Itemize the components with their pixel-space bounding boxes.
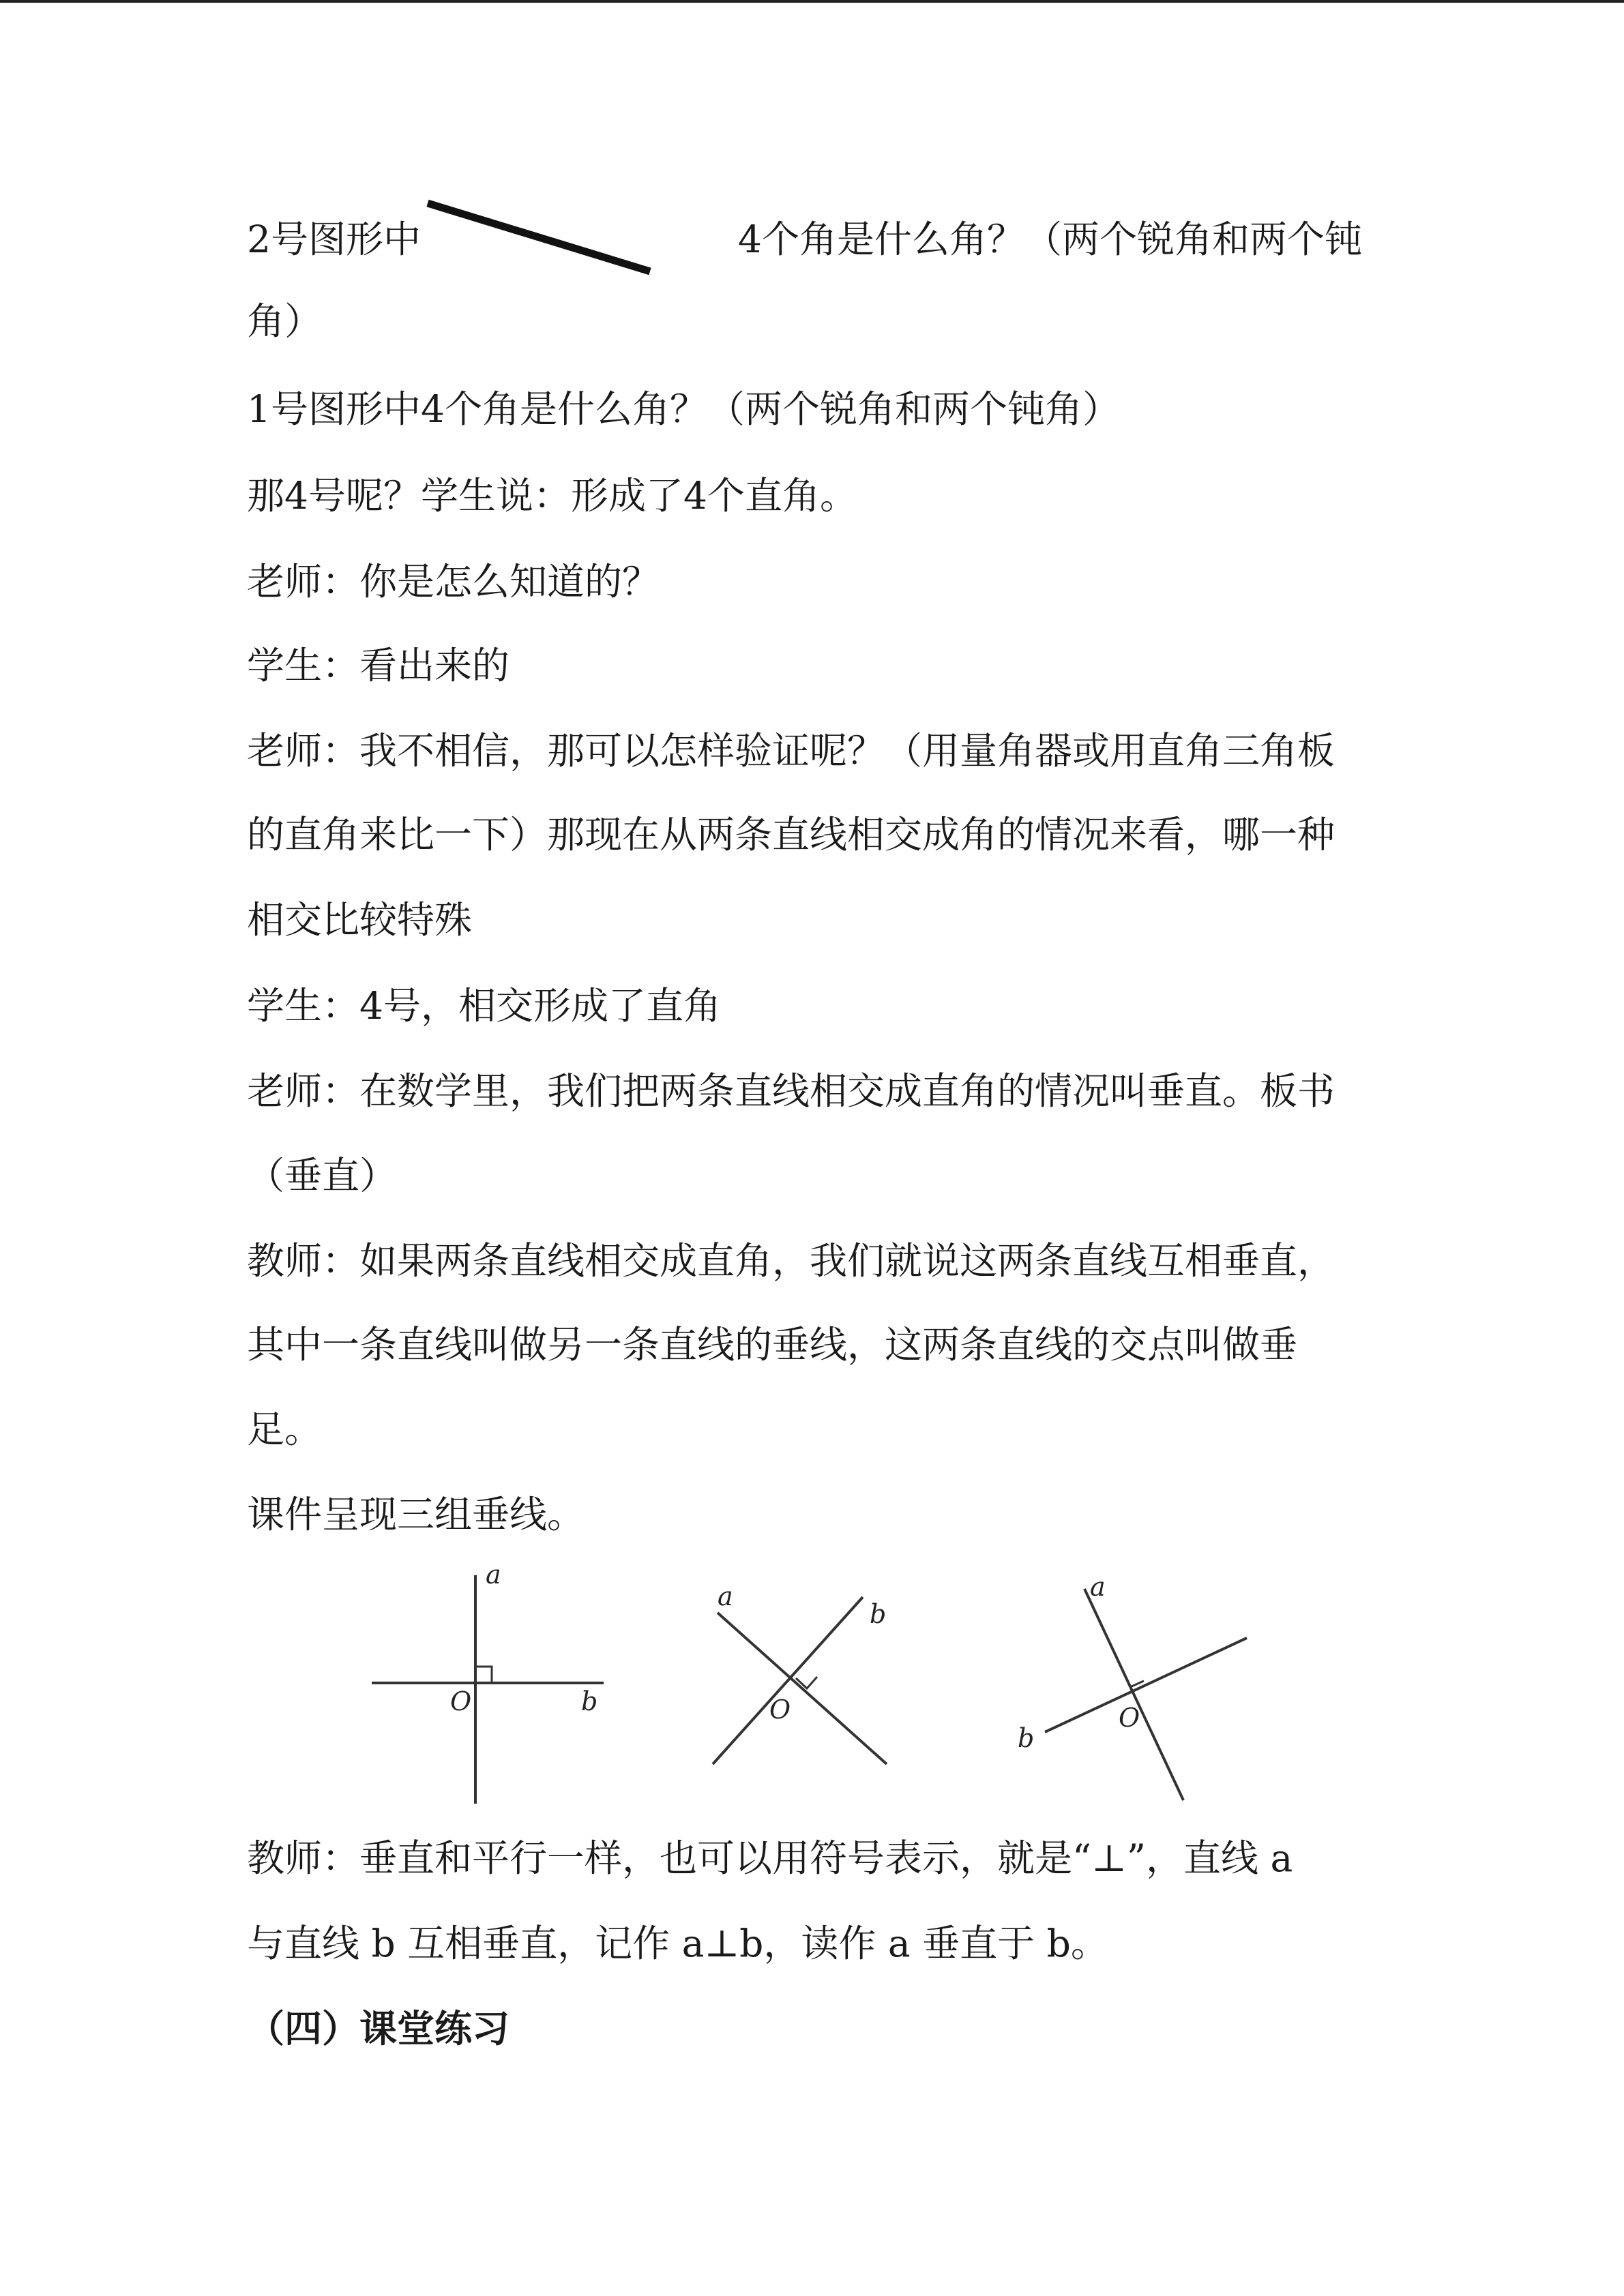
paragraph-line-5: 老师：你是怎么知道的？ bbox=[247, 560, 660, 603]
paragraph-line-15: 足。 bbox=[247, 1407, 323, 1451]
paragraph-line-1a: 2号图形中 bbox=[247, 218, 421, 261]
line-a bbox=[718, 1613, 887, 1764]
paragraph-line-4: 那4号呢？学生说：形成了4个直角。 bbox=[247, 474, 857, 518]
label-b: b bbox=[870, 1599, 887, 1629]
right-angle-mark bbox=[475, 1667, 492, 1683]
paragraph-line-3: 1号图形中4个角是什么角？（两个锐角和两个钝角） bbox=[247, 387, 1120, 431]
label-o: O bbox=[450, 1686, 472, 1716]
label-b: b bbox=[581, 1686, 598, 1716]
right-angle-mark bbox=[1124, 1673, 1144, 1687]
paragraph-line-14: 其中一条直线叫做另一条直线的垂线，这两条直线的交点叫做垂 bbox=[247, 1323, 1298, 1367]
paragraph-line-18: 与直线 b 互相垂直，记作 a⊥b，读作 a 垂直于 b。 bbox=[247, 1922, 1108, 1965]
perpendicular-figure-3 bbox=[1003, 1568, 1262, 1807]
paragraph-line-11: 老师：在数学里，我们把两条直线相交成直角的情况叫垂直。板书 bbox=[247, 1069, 1335, 1113]
page-top-border bbox=[0, 0, 1624, 3]
paragraph-line-9: 相交比较特殊 bbox=[247, 898, 473, 942]
label-a: a bbox=[1090, 1572, 1106, 1602]
paragraph-line-8: 的直角来比一下）那现在从两条直线相交成角的情况来看，哪一种 bbox=[247, 813, 1335, 856]
label-o: O bbox=[1119, 1703, 1140, 1733]
perpendicular-figure-1 bbox=[368, 1562, 614, 1807]
paragraph-line-13: 教师：如果两条直线相交成直角，我们就说这两条直线互相垂直， bbox=[247, 1239, 1335, 1283]
label-o: O bbox=[769, 1695, 791, 1725]
paragraph-line-1b: 4个角是什么角？（两个锐角和两个钝 bbox=[738, 218, 1362, 261]
label-a: a bbox=[486, 1562, 501, 1590]
slanted-line-figure bbox=[426, 198, 651, 280]
line-b bbox=[713, 1597, 863, 1764]
paragraph-line-2: 角） bbox=[247, 299, 323, 343]
label-a: a bbox=[718, 1581, 733, 1611]
paragraph-line-10: 学生：4号，相交形成了直角 bbox=[247, 984, 721, 1028]
line-a bbox=[1084, 1589, 1183, 1800]
paragraph-line-7: 老师：我不相信，那可以怎样验证呢？（用量角器或用直角三角板 bbox=[247, 729, 1335, 773]
perpendicular-figure-2 bbox=[696, 1575, 914, 1780]
paragraph-line-17: 教师：垂直和平行一样，也可以用符号表示，就是“⊥”，直线 a bbox=[247, 1836, 1293, 1880]
label-b: b bbox=[1018, 1723, 1035, 1753]
paragraph-line-16: 课件呈现三组垂线。 bbox=[247, 1493, 585, 1536]
section-heading: （四）课堂练习 bbox=[247, 2006, 510, 2051]
paragraph-line-6: 学生：看出来的 bbox=[247, 644, 510, 687]
paragraph-line-12: （垂直） bbox=[247, 1154, 398, 1197]
